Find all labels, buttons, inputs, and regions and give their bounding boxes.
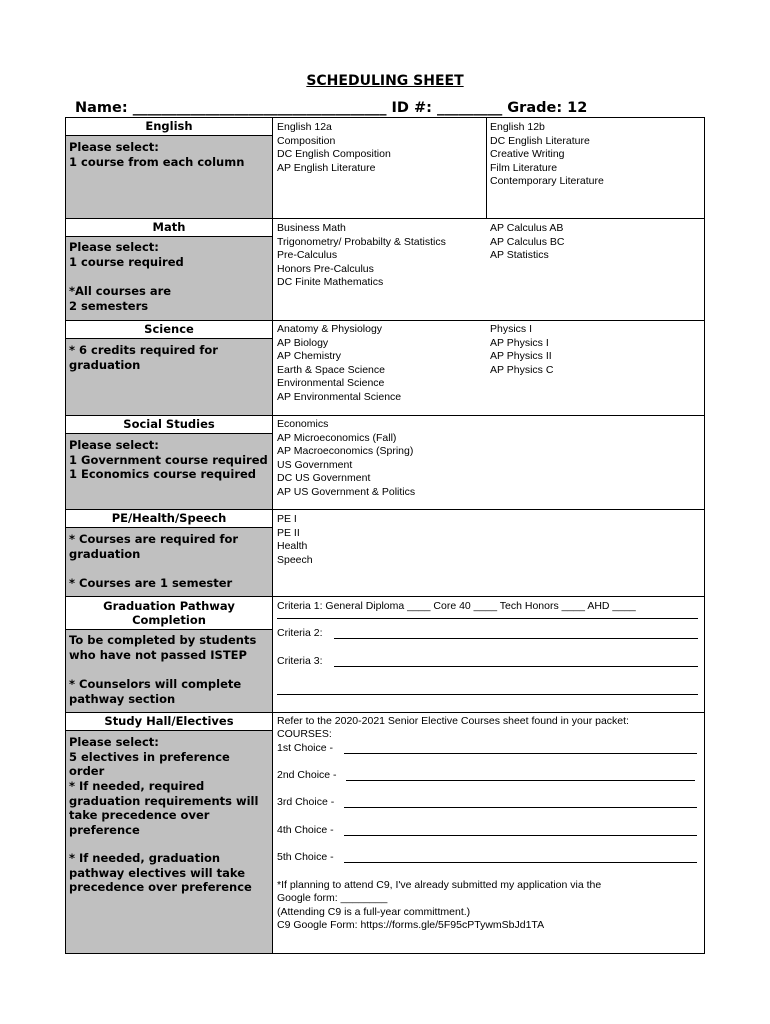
course-option[interactable]: Trigonometry/ Probabilty & Statistics [277,235,446,248]
course-option[interactable]: Environmental Science [277,377,385,390]
course-option[interactable]: Business Math [277,222,346,234]
electives-intro: Refer to the 2020-2021 Senior Elective Courses sheet found in your packet: [277,715,629,727]
course-option[interactable]: AP Calculus BC [490,235,565,248]
course-option[interactable]: AP Physics II [490,350,552,363]
english-column-b [490,121,604,189]
graduation-pathway-row [66,597,704,713]
course-option[interactable]: DC English Composition [277,148,391,161]
social-studies-row [66,416,704,510]
pe-heading: PE/Health/Speech [66,510,272,528]
name-id-grade-line[interactable]: Name: ___________________________________ ID #: _________ Grade: 12 [75,100,588,116]
science-column-b [490,323,553,377]
pathway-label-cell [66,597,273,712]
page-title: SCHEDULING SHEET [306,73,464,89]
course-option[interactable]: AP US Government & Politics [277,485,416,498]
course-option[interactable]: Composition [277,134,336,147]
course-option[interactable]: AP Calculus AB [490,222,564,234]
choice-5-field[interactable] [344,862,697,863]
course-option[interactable]: Anatomy & Physiology [277,323,383,335]
science-column-a [277,323,401,405]
course-option[interactable]: AP Physics C [490,363,554,376]
course-option[interactable]: DC Finite Mathematics [277,276,384,289]
course-option[interactable]: AP Microeconomics (Fall) [277,431,397,444]
choice-2-label: 2nd Choice - [277,769,337,781]
english-heading: English [66,118,272,136]
choice-1-label: 1st Choice - [277,742,334,754]
pe-note: * Courses are 1 semester [69,576,233,590]
c9-commitment-note: (Attending C9 is a full-year committment.) [277,906,471,918]
course-option[interactable]: Pre-Calculus [277,249,338,262]
course-option[interactable]: Health [277,540,308,553]
course-option[interactable]: US Government [277,458,353,471]
course-option[interactable]: AP Macroeconomics (Spring) [277,445,414,458]
choice-5-label: 5th Choice - [277,851,334,863]
course-option[interactable]: English 12b [490,121,545,133]
electives-heading: Study Hall/Electives [66,713,272,731]
c9-form-link[interactable]: C9 Google Form: https://forms.gle/5F95cPTywmSbJd1TA [277,919,545,931]
math-heading: Math [66,219,272,237]
science-heading: Science [66,321,272,339]
science-instructions: * 6 credits required for graduation [69,343,218,372]
course-option[interactable]: AP Environmental Science [277,390,402,403]
pathway-heading: Graduation Pathway Completion [66,597,272,630]
choice-4-label: 4th Choice - [277,824,334,836]
science-label-cell [66,321,273,415]
course-option[interactable]: AP Biology [277,336,329,349]
course-option[interactable]: Creative Writing [490,148,565,161]
pe-label-cell [66,510,273,596]
pe-instructions: * Courses are required for graduation [69,532,239,561]
course-option[interactable]: PE I [277,513,297,525]
science-row [66,321,704,416]
course-option[interactable]: AP Physics I [490,336,549,349]
choice-3-label: 3rd Choice - [277,796,335,808]
pe-column-a [277,513,313,567]
choice-4-field[interactable] [344,835,697,836]
english-column-a [277,121,391,175]
criteria-2-label: Criteria 2: [277,627,323,639]
course-option[interactable]: AP Chemistry [277,350,341,363]
study-hall-electives-row [66,713,704,953]
course-option[interactable]: Economics [277,418,329,430]
english-row [66,118,704,219]
math-instructions: Please select: 1 course required [69,240,184,269]
scheduling-table [65,117,705,954]
pathway-instructions: To be completed by students who have not passed ISTEP [69,633,257,662]
pathway-note: * Counselors will complete pathway section [69,677,242,706]
choice-2-field[interactable] [346,780,695,781]
electives-note-required: * If needed, required graduation requirements will take precedence over preference [69,779,259,837]
social-studies-heading: Social Studies [66,416,272,434]
course-option[interactable]: DC English Literature [490,134,590,147]
course-option[interactable]: Speech [277,553,313,566]
courses-label: COURSES: [277,728,332,740]
c9-google-form-field[interactable]: Google form: ________ [277,892,388,904]
math-label-cell [66,219,273,320]
course-option[interactable]: Contemporary Literature [490,175,604,188]
english-instructions: Please select: 1 course from each column [69,140,245,169]
course-option[interactable]: Earth & Space Science [277,363,385,376]
course-option[interactable]: English 12a [277,121,332,133]
social-studies-instructions: Please select: 1 Government course required 1 Economics course required [69,438,268,481]
criteria-3-label: Criteria 3: [277,655,323,667]
course-option[interactable]: AP Statistics [490,249,549,262]
pe-health-speech-row [66,510,704,597]
math-column-a [277,222,446,290]
course-option[interactable]: DC US Government [277,472,371,485]
electives-label-cell [66,713,273,953]
math-column-b [490,222,565,263]
criteria-extra-field[interactable] [277,694,698,695]
math-row [66,219,704,321]
course-option[interactable]: Physics I [490,323,533,335]
criteria-3-field[interactable] [334,666,698,667]
criteria-1-line[interactable]: Criteria 1: General Diploma ____ Core 40 ____ Tech Honors ____ AHD ____ [277,600,636,612]
social-studies-label-cell [66,416,273,509]
c9-note-line: *If planning to attend C9, I've already submitted my application via the [277,879,602,891]
criteria-1-underline [277,618,698,619]
english-label-cell [66,118,273,218]
social-studies-column-a [277,418,415,500]
electives-instructions: Please select: 5 electives in preference order [69,735,230,778]
choice-1-field[interactable] [344,753,697,754]
choice-3-field[interactable] [344,807,697,808]
course-option[interactable]: PE II [277,526,300,539]
math-note: *All courses are 2 semesters [69,284,172,313]
course-option[interactable]: Film Literature [490,161,558,174]
english-column-divider [486,118,487,218]
criteria-2-field[interactable] [334,638,698,639]
course-option[interactable]: AP English Literature [277,161,376,174]
electives-note-pathway: * If needed, graduation pathway electives will take precedence over preference [69,851,252,894]
course-option[interactable]: Honors Pre-Calculus [277,262,374,275]
